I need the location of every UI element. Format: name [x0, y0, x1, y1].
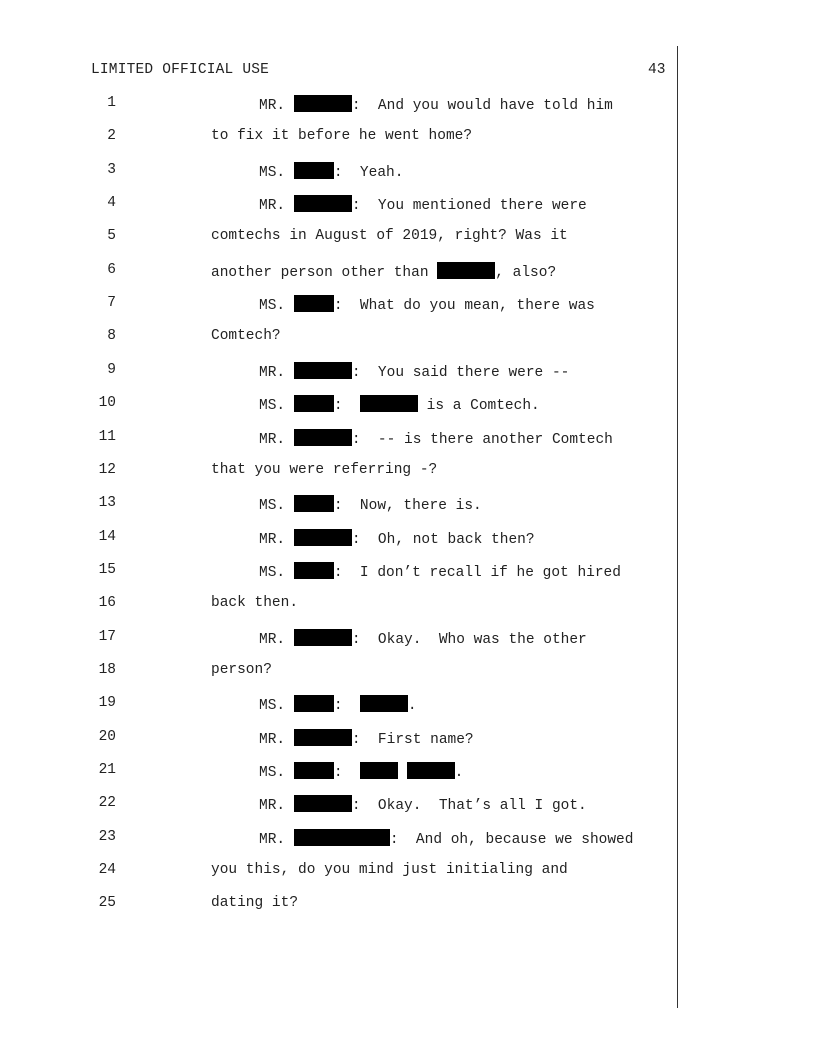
line-number: 9	[107, 361, 116, 378]
line-text	[259, 829, 633, 848]
line-number: 15	[98, 561, 116, 578]
line-text-segment: MR.	[259, 198, 294, 215]
line-number: 17	[98, 628, 116, 645]
line-number: 10	[98, 395, 116, 412]
line-text-segment: dating it?	[211, 895, 299, 912]
line-text	[211, 462, 437, 478]
line-number: 16	[98, 595, 116, 612]
line-text-segment: MR.	[259, 731, 294, 748]
transcript-line	[0, 629, 816, 649]
line-text-segment: MS.	[259, 398, 294, 415]
line-text	[211, 662, 272, 678]
redaction-block	[294, 395, 334, 412]
line-text-segment: MS.	[259, 298, 294, 315]
redaction-block	[294, 762, 334, 779]
transcript-line	[0, 429, 816, 449]
line-text-segment: : And you would have told him	[351, 98, 613, 114]
line-text	[211, 895, 298, 911]
line-number: 3	[107, 161, 116, 178]
line-text	[259, 195, 587, 214]
line-text	[259, 695, 417, 714]
line-text-segment: .	[407, 698, 417, 715]
line-text-segment: : I don’t recall if he got hired	[333, 564, 621, 581]
transcript-line	[0, 95, 816, 115]
line-text-segment: is a Comtech.	[417, 398, 540, 415]
line-text-segment: :	[333, 398, 360, 415]
redaction-block	[294, 729, 352, 746]
line-number: 20	[98, 728, 116, 745]
line-text-segment: back then.	[211, 595, 299, 612]
line-text-segment: : Yeah.	[333, 164, 404, 181]
line-text-segment: , also?	[495, 264, 557, 281]
redaction-block	[294, 562, 334, 579]
line-number: 2	[107, 128, 116, 145]
line-text	[211, 128, 472, 144]
transcript-line	[0, 195, 816, 215]
redaction-block	[294, 195, 352, 212]
line-text	[211, 862, 568, 878]
line-text	[211, 328, 281, 344]
redaction-block	[294, 295, 334, 312]
line-text-segment: to fix it before he went home?	[211, 128, 473, 145]
transcript-line	[0, 128, 816, 148]
line-text-segment: : Okay. That’s all I got.	[351, 798, 587, 815]
line-number: 23	[98, 828, 116, 845]
transcript-line	[0, 529, 816, 549]
line-text	[211, 262, 556, 281]
line-text-segment: MS.	[259, 765, 294, 781]
redaction-block	[360, 762, 398, 779]
line-text-segment: .	[454, 765, 464, 781]
line-text-segment: :	[333, 698, 360, 715]
redaction-block	[407, 762, 455, 779]
line-text-segment: MS.	[259, 498, 294, 515]
redaction-block	[294, 829, 390, 846]
line-number: 22	[98, 795, 116, 812]
redaction-block	[294, 362, 352, 379]
line-text-segment: comtechs in August of 2019, right? Was it	[211, 228, 568, 245]
line-text-segment: : First name?	[351, 731, 474, 748]
line-text-segment: :	[333, 765, 360, 781]
line-text	[259, 495, 482, 514]
transcript-line	[0, 862, 816, 882]
transcript-line	[0, 328, 816, 348]
line-text-segment: : Now, there is.	[333, 498, 482, 515]
transcript-line	[0, 495, 816, 515]
transcript-line	[0, 228, 816, 248]
line-text	[259, 629, 587, 648]
redaction-block	[294, 95, 352, 112]
line-text-segment: MR.	[259, 364, 294, 381]
redaction-block	[294, 495, 334, 512]
line-number: 24	[98, 862, 116, 879]
redaction-block	[437, 262, 495, 279]
transcript-line	[0, 462, 816, 482]
line-text-segment: MS.	[259, 564, 294, 581]
transcript-line	[0, 262, 816, 282]
line-text	[259, 95, 613, 114]
redaction-block	[294, 529, 352, 546]
transcript-line	[0, 295, 816, 315]
redaction-block	[294, 429, 352, 446]
line-text-segment: MS.	[259, 698, 294, 715]
line-number: 8	[107, 328, 116, 345]
line-number: 4	[107, 195, 116, 212]
transcript-line	[0, 562, 816, 582]
line-text-segment: MR.	[259, 431, 294, 448]
line-text-segment: MR.	[259, 631, 294, 648]
line-number: 7	[107, 295, 116, 312]
line-number: 11	[98, 428, 116, 445]
line-text	[259, 295, 595, 314]
line-text-segment: you this, do you mind just initialing and	[211, 862, 568, 879]
line-text	[259, 729, 474, 748]
transcript-line	[0, 695, 816, 715]
line-text-segment: MS.	[259, 164, 294, 181]
line-text-segment: : And oh, because we showed	[389, 831, 634, 848]
line-text-segment: Comtech?	[211, 328, 281, 345]
redaction-block	[360, 395, 418, 412]
line-number: 12	[98, 461, 116, 478]
line-number: 19	[98, 695, 116, 712]
transcript-line	[0, 395, 816, 415]
transcript-line	[0, 795, 816, 815]
line-number: 13	[98, 495, 116, 512]
line-text	[211, 595, 298, 611]
line-text	[211, 228, 568, 244]
line-text-segment: : You said there were --	[351, 364, 570, 381]
page-header-classification: LIMITED OFFICIAL USE	[91, 62, 270, 78]
line-text-segment	[398, 765, 407, 781]
line-text	[259, 395, 540, 414]
transcript-line	[0, 762, 816, 782]
line-text-segment: : You mentioned there were	[351, 198, 587, 215]
line-text-segment: : What do you mean, there was	[333, 298, 595, 315]
transcript-line	[0, 662, 816, 682]
line-text-segment: MR.	[259, 98, 294, 114]
line-text	[259, 362, 569, 381]
line-text	[259, 529, 535, 548]
line-text-segment: another person other than	[211, 264, 438, 281]
transcript-line	[0, 895, 816, 915]
line-text-segment: : Okay. Who was the other	[351, 631, 587, 648]
transcript-line	[0, 162, 816, 182]
line-number: 14	[98, 528, 116, 545]
transcript-line	[0, 729, 816, 749]
line-number: 1	[107, 95, 116, 111]
line-text-segment: MR.	[259, 531, 294, 548]
line-number: 25	[98, 895, 116, 912]
line-text	[259, 562, 621, 581]
redaction-block	[360, 695, 408, 712]
redaction-block	[294, 795, 352, 812]
redaction-block	[294, 162, 334, 179]
transcript-line	[0, 595, 816, 615]
line-text	[259, 429, 613, 448]
line-text-segment: person?	[211, 661, 272, 678]
redaction-block	[294, 629, 352, 646]
line-text	[259, 795, 587, 814]
line-text-segment: MR.	[259, 831, 294, 848]
line-number: 5	[107, 228, 116, 245]
line-text-segment: : -- is there another Comtech	[351, 431, 613, 448]
page-number: 43	[648, 62, 666, 78]
transcript-line	[0, 829, 816, 849]
transcript-line	[0, 362, 816, 382]
line-number: 21	[98, 762, 116, 778]
line-text-segment: MR.	[259, 798, 294, 815]
line-text	[259, 162, 403, 181]
line-number: 6	[107, 261, 116, 278]
line-number: 18	[98, 661, 116, 678]
line-text	[259, 762, 463, 781]
redaction-block	[294, 695, 334, 712]
line-text-segment: that you were referring -?	[211, 461, 438, 478]
line-text-segment: : Oh, not back then?	[351, 531, 535, 548]
